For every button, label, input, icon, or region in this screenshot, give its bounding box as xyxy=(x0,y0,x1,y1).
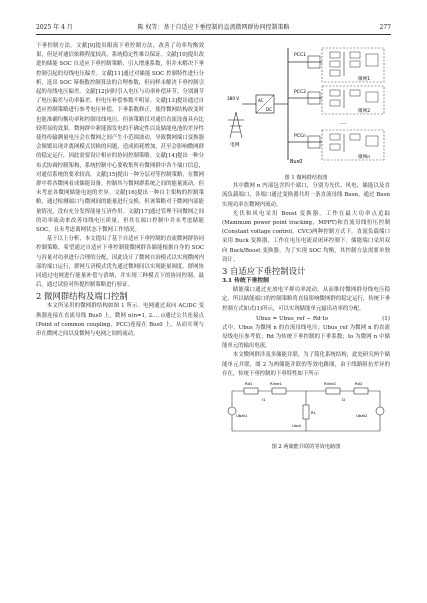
grid-label: 电网 xyxy=(230,143,240,148)
parallel-storage-circuit xyxy=(222,379,390,439)
rd1-resistor xyxy=(244,388,258,394)
body-paragraph: 式中，Ubus 为微网 n 的直流母线电压；Ubus_ref 为微网 n 的直流母线电压参考值；Rd 为传统下垂控制的下垂系数；Io 为微网 n 中储能单元的输出电流。 xyxy=(222,324,390,350)
load-resistor xyxy=(303,405,309,419)
body-paragraph: 本文所采用的微网群结构如图 1 所示。电网通过双向 AC/DC 变换器连接在直流母线 Bus0 上，微网 n(n=1, 2…, i)通过公共连接点(Point of common coupling，PCC)连接在 Bus0 上，从而实现与串在微网之间以及微网与电网之间的流动。 xyxy=(36,303,204,338)
ellipsis-label: … xyxy=(340,119,346,126)
rline2-resistor xyxy=(326,388,340,394)
body-paragraph: 基于以上分析，本文提出了基于自适应下垂控制的直流微网群协同控制策略，希望通过自适应下垂控制使微网群各储能根据自身的 SOC 与容量对功率进行合理的分配，因此设计了微网自治模式以实现微网内部的端口运行，群网互济模式优先通过微网间以实现能量调度，群网协同通过电网进行能量补偿与消纳，并实现三种模式下的协同控制，最后，通过试验对所提控制策略进行验证。 xyxy=(36,236,204,289)
figure-1-caption: 图 1 微网群结构图 xyxy=(284,175,328,182)
source-1-symbol xyxy=(228,407,236,415)
microgrid-2-label: 微网2 xyxy=(358,109,371,114)
figure-1 xyxy=(222,42,390,182)
microgrid-cluster-diagram xyxy=(222,42,390,170)
rline1-label: Rline1 xyxy=(270,381,282,387)
dc-label: DC xyxy=(266,107,272,112)
microgrid-1-label: 微网1 xyxy=(358,77,371,82)
figure-2 xyxy=(222,379,390,451)
rd2-label: Rd2 xyxy=(355,381,363,387)
ac-label: AC xyxy=(258,98,264,103)
section-title: 3 自适应下垂控制设计 xyxy=(222,266,306,277)
body-paragraph: 下垂控制方法。文献[9]提出限流下垂控制方法，改善了功率均衡效果，但是对通信依赖程度较高，系统稳定性难以保证。文献[10]提出改进的储能 SOC 自适应下垂控制策略，引入增速系数，但并未解决下垂控制引起的母线电压偏差。文献[11]通过对储能 SOC 控制特性进行分析，选出 SOC 幂指数控制算法的合理参数，但同样未解决下垂控制引起的母线电压偏差。文献[12]同时引入电压与功率补偿环节，分别调节了电压偏差与功率偏差，但电压补偿参数不明显。文献[13]提出通过自适应控制策略进行参考电压补偿、下垂系数修正，使得微网结构改变时也能准确均衡功率和控制母线电压，但该策略仅对通信直流设备具有比较明显的效果。微网群中新能源发电的不确定性以及储能电池的差异性使得传输测量电压会在微网之间产生小范围波动，导致微网端口变换器会频繁出现并离网模式切换的问题，造成损耗增加，甚至会影响微网群的稳定运行，因此需要设计相应的协同控制策略。文献[14]提出一种分布式协调控制架构，系统控制中心要收集所有微网群中各个端口信息，对通信系统的要求较高。文献[15]提出一种分层对等控制策略，在微网群中将各微网看成储能设备，控制其与微网群系统之间的能量流动，但未考虑各微网储能电池的差异。文献[16]提出一种自主架构的控制策略，通过检测端口与微网间的能量进行交换，但该策略对于微网内部能量情况，没有充分发挥能量互济作用。文献[17]通过管理不同微网之间的功率流动来改善母线电压质量，但其在端口控制中并未考虑储能 SOC，且未考虑离网状态下微网工作情况。 xyxy=(36,43,204,234)
bus0-label: Bus0 xyxy=(290,159,303,165)
power-grid-icon xyxy=(228,112,244,138)
microgrid-n-branch xyxy=(288,130,384,160)
ubat2-label: Ubat2 xyxy=(356,413,368,419)
running-header xyxy=(36,22,391,35)
subsection-title: 3.1 传统下垂控制 xyxy=(222,278,269,285)
rd2-resistor xyxy=(354,388,368,394)
page-number: 277 xyxy=(379,24,391,31)
body-paragraph: 本文微网群涉及多储能并联，为了简化系统结构，此处研究两个储能单元并联，图 2 为两储能并联的等效电路图，由于线路阻抗差异的存在，传统下垂控制的下垂特性如下所示 xyxy=(222,352,390,377)
equation-1 xyxy=(222,314,390,324)
rline1-resistor xyxy=(272,388,286,394)
section-title: 2 微网群结构及端口控制 xyxy=(36,291,128,302)
left-column xyxy=(36,42,204,339)
microgrid-2-branch xyxy=(288,86,384,114)
rline2-label: Rline2 xyxy=(324,381,336,387)
uout-label: Uout xyxy=(292,423,301,429)
i1-label: I1 xyxy=(262,397,266,403)
right-column xyxy=(222,42,390,451)
equation-number: (1) xyxy=(382,315,390,322)
i2-label: I2 xyxy=(342,397,346,403)
pcc1-label: PCC1 xyxy=(294,53,307,58)
rd1-label: Rd1 xyxy=(245,381,253,387)
equation-text: Ubus = Ubus_ref − Rd·Io xyxy=(256,315,329,322)
ubat1-label: Ubat1 xyxy=(236,413,248,419)
pcc2-label: PCC2 xyxy=(294,90,307,95)
pccn-label: PCCn xyxy=(294,134,307,139)
header-title: 陈 权等：基于自适应下垂控制的直流微网群协同控制策略 xyxy=(137,24,290,31)
body-paragraph: 其中微网 n 内部包含四个端口，分别为光伏、风电、储能以及直流负载端口，各端口通过变换器共用一条直流母线 Busn，通过 Busn 实现功率在微网内流动。 xyxy=(222,183,390,208)
figure-2-caption: 图 2 两储能并联的等效电路图 xyxy=(271,444,341,451)
body-paragraph: 储能端口通过充放电平抑功率波动，从而维持微网群母线电压稳定，所以储能端口的控制策略将直接影响微网群的稳定运行，传统下垂控制方式如式(1)所示，可以实现储能单元输出功率的分配。 xyxy=(222,287,390,312)
source-2-symbol xyxy=(376,407,384,415)
microgrid-n-label: 微网n xyxy=(358,155,371,160)
header-date: 2025 年 4 月 xyxy=(36,24,73,31)
microgrid-1-branch xyxy=(288,48,384,82)
voltage-label: 380 V xyxy=(227,96,240,101)
body-paragraph: 光伏和风电采用 Boost 变换器。工作在最大功率点追踪(Maximum power point tracking，MPPT)和直流母线恒压控制(Constant voltage control，CVC)两种控制方式下。直流负载端口采用 Buck 变换器，工作在电压电流双闭环控制下。储能端口采用双向 Buck/Boost 变换器，为了实现 SOC 均衡，其控制方法需要单独设计。 xyxy=(222,210,390,263)
load-label: RL xyxy=(311,410,316,416)
